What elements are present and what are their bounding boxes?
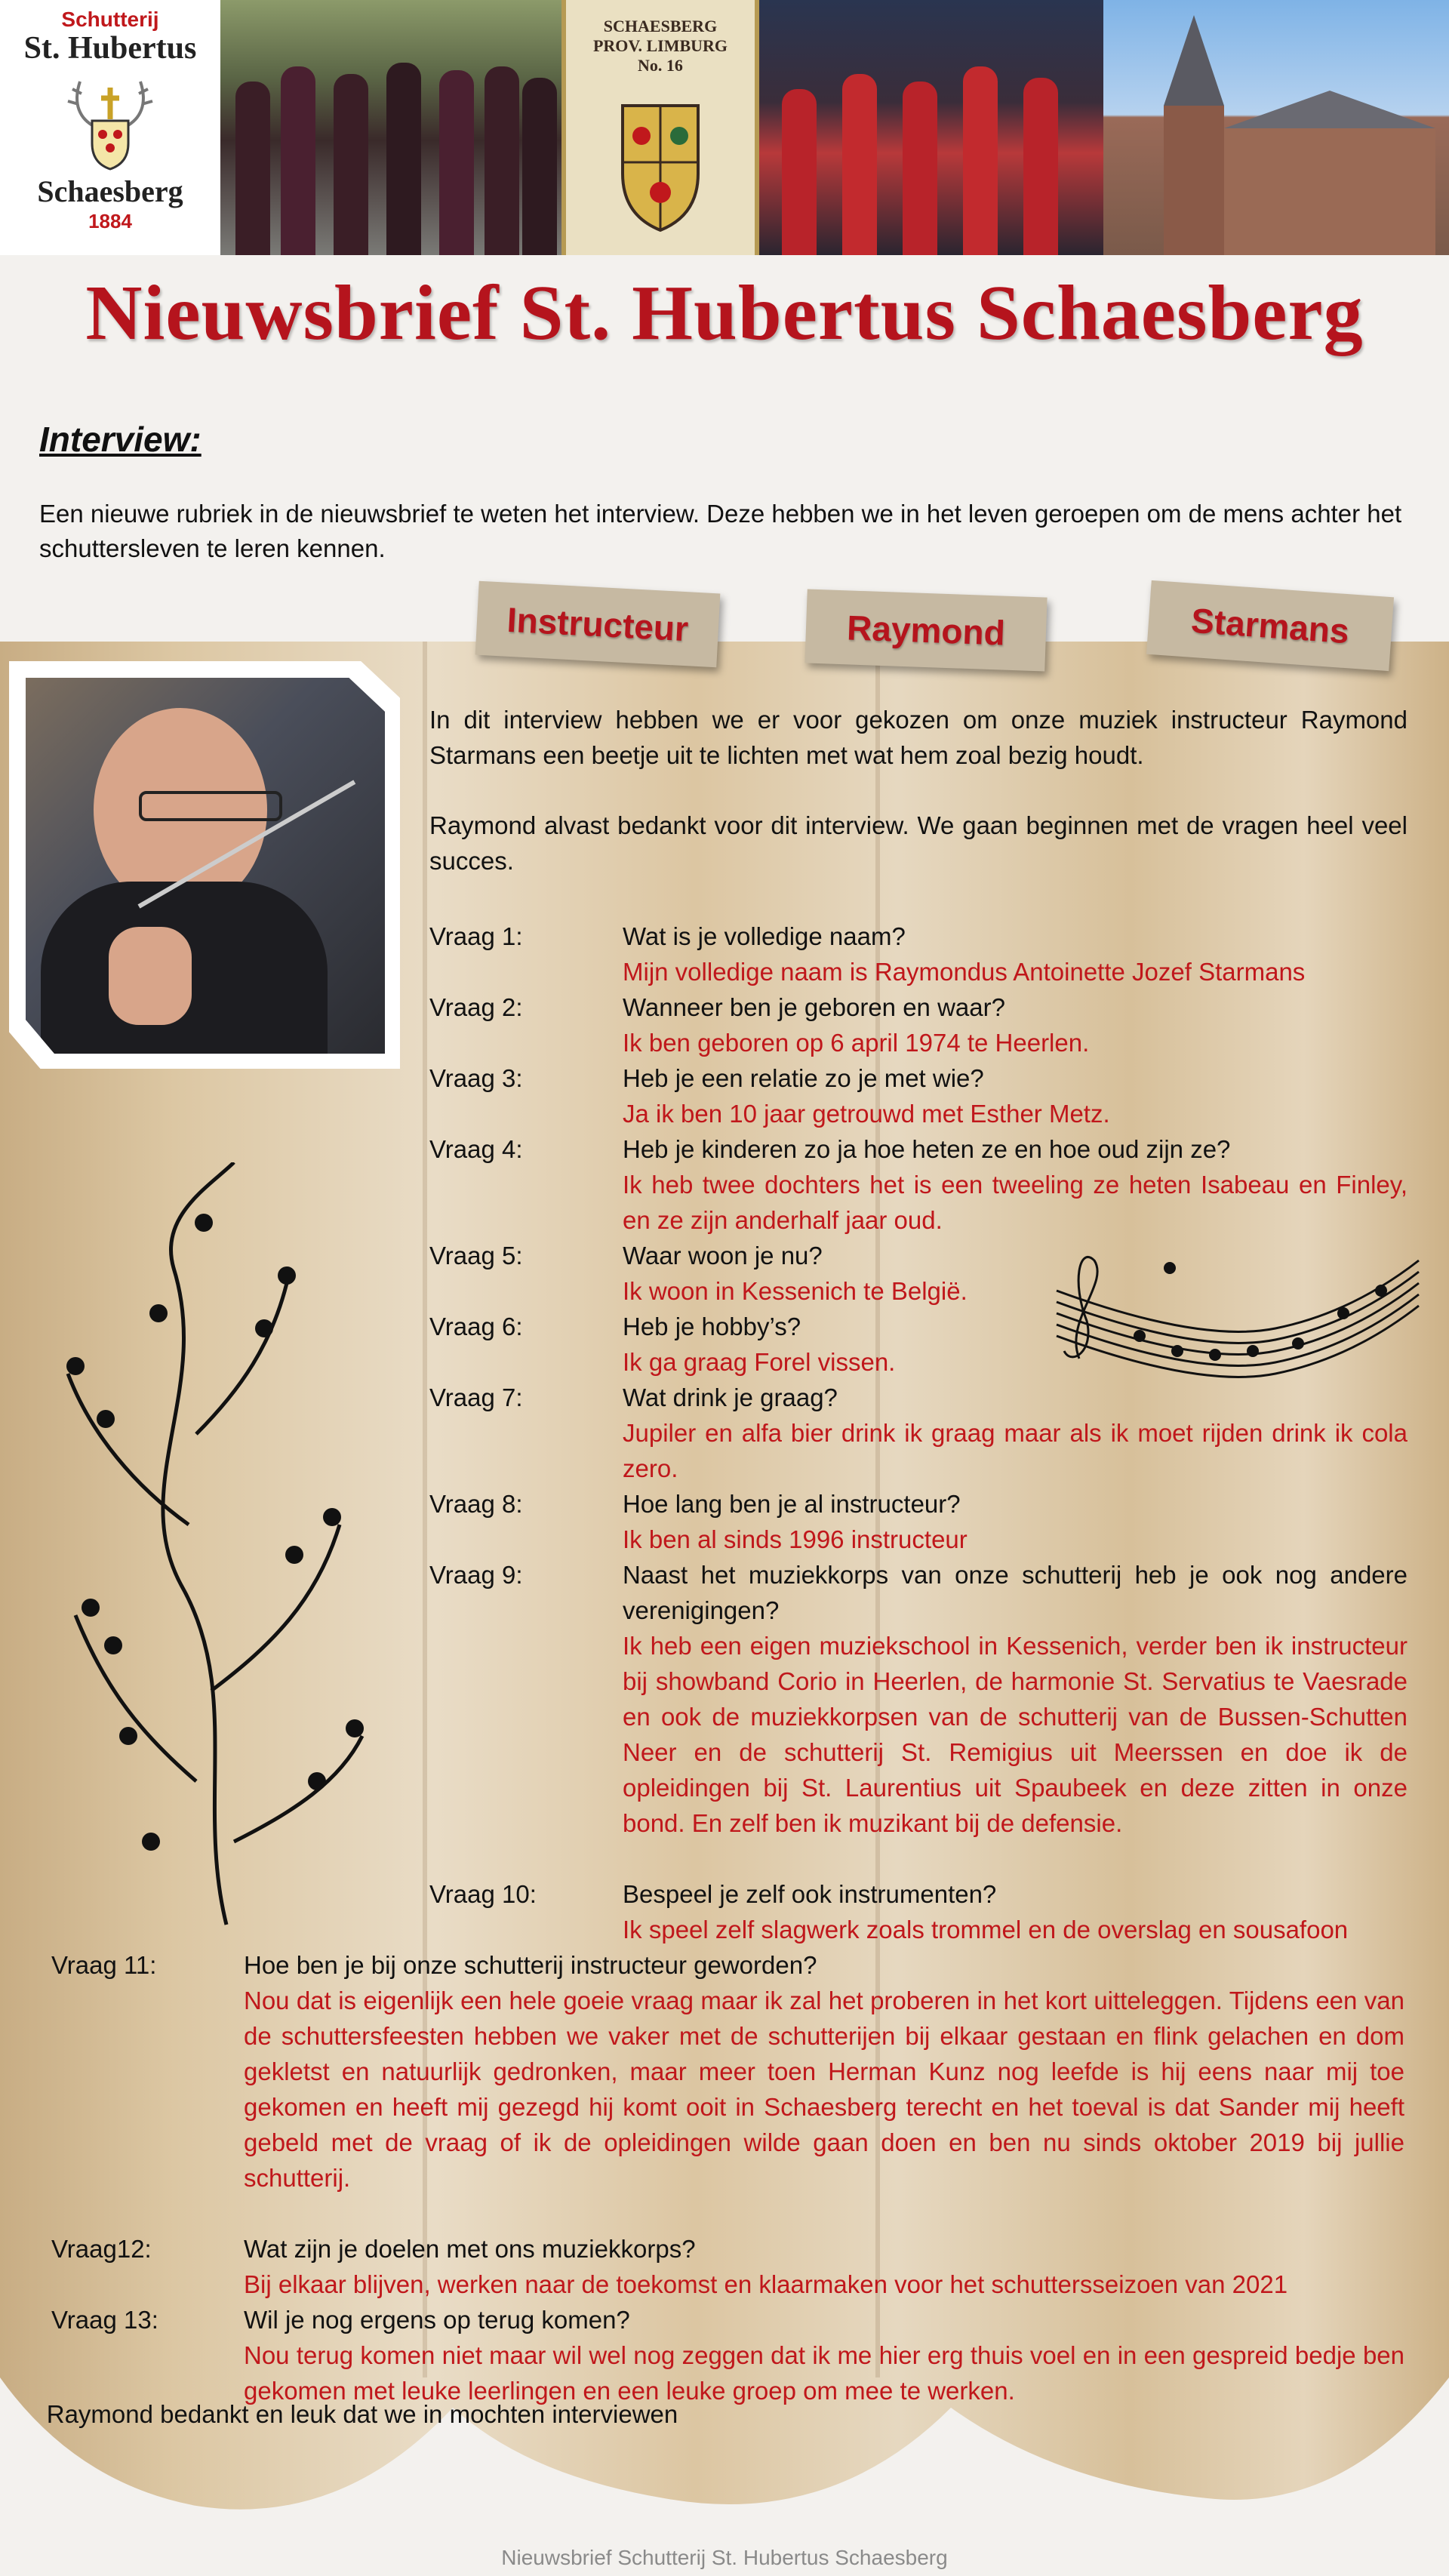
logo-text-top1: Schutterij: [61, 8, 159, 31]
page-footer: Nieuwsbrief Schutterij St. Hubertus Schaesberg: [501, 2546, 948, 2569]
answer-text: Ja ik ben 10 jaar getrouwd met Esther Metz.: [623, 1100, 1110, 1128]
question-text: Wat drink je graag?: [623, 1383, 838, 1411]
newsletter-title: Nieuwsbrief St. Hubertus Schaesberg: [85, 269, 1364, 356]
answer-text: Bij elkaar blijven, werken naar de toekomst en klaarmaken voor het schuttersseizoen van 2021: [244, 2270, 1288, 2298]
closing-line: Raymond bedankt en leuk dat we in mochten interviewen: [46, 2400, 678, 2428]
marching-band-photo: [220, 0, 561, 255]
tag-starmans: Starmans: [1146, 580, 1394, 671]
question-label: Vraag 2:: [429, 993, 523, 1021]
question-text: Waar woon je nu?: [623, 1242, 823, 1270]
intro-text: Een nieuwe rubriek in de nieuwsbrief te weten het interview. Deze hebben we in het leven geroepen om de mens achter het schuttersleven te leren kennen.: [39, 500, 1402, 562]
logo-text-bot2: 1884: [88, 210, 132, 232]
question-label: Vraag 9:: [429, 1561, 523, 1589]
question-text: Naast het muziekkorps van onze schutterij heb je ook nog andere verenigingen?: [623, 1561, 1407, 1624]
question-text: Bespeel je zelf ook instrumenten?: [623, 1880, 997, 1908]
question-text: Wanneer ben je geboren en waar?: [623, 993, 1005, 1021]
question-text: Heb je kinderen zo ja hoe heten ze en hoe oud zijn ze?: [623, 1135, 1231, 1163]
answer-text: Ik ga graag Forel vissen.: [623, 1348, 896, 1376]
header-banner: [0, 0, 1449, 255]
stamp-line3: No. 16: [638, 56, 683, 75]
question-label: Vraag 4:: [429, 1135, 523, 1163]
question-label: Vraag 13:: [51, 2306, 158, 2334]
section-heading: Interview:: [39, 420, 202, 459]
question-text: Hoe ben je bij onze schutterij instructeur geworden?: [244, 1951, 817, 1979]
question-label: Vraag 10:: [429, 1880, 537, 1908]
answer-text: Nou terug komen niet maar wil wel nog zeggen dat ik me hier erg thuis voel en in een gespreid bedje ben gekomen met leuke leerlingen en een leuke groep om mee te werken.: [244, 2341, 1404, 2405]
answer-text: Ik heb een eigen muziekschool in Kessenich, verder ben ik instructeur bij showband Corio in Heerlen, de harmonie St. Servatius te Vaesrade en ook de muziekkorpsen van de schutterij van de Bussen-Schutten Neer en de schutterij St. Remigius uit Meerssen en doe ik de opleidingen bij St. Laurentius uit Spaubeek en deze zitten in onze bond. En zelf ben ik muzikant bij de defensie.: [623, 1632, 1407, 1837]
answer-text: Ik ben al sinds 1996 instructeur: [623, 1525, 968, 1553]
answer-text: Ik heb twee dochters het is een tweeling ze heten Isabeau en Finley, en ze zijn anderhalf jaar oud.: [623, 1171, 1407, 1234]
portrait-photo: [26, 678, 385, 1054]
interview-intro-paragraph: In dit interview hebben we er voor gekozen om onze muziek instructeur Raymond Starmans een beetje uit te lichten met wat hem zoal bezig houdt.: [429, 706, 1407, 769]
answer-text: Ik speel zelf slagwerk zoals trommel en de overslag en sousafoon: [623, 1916, 1349, 1944]
logo-text-top2: St. Hubertus: [23, 31, 197, 66]
answer-text: Nou dat is eigenlijk een hele goeie vraag maar ik zal het proberen in het kort uitteleggen. Tijdens een van de schuttersfeesten hebben we vaker met de schutterijen bij elkaar gestaan en flink gelachen en dom gekletst en natuurlijk gedronken, maar meer toen Herman Kunz nog leefde is hij eens naar mij toe gekomen en heeft mij gezegd hij komt ooit in Schaesberg terecht en het toeval is dat Sander mij heeft gebeld met de vraag of ik de opleidingen wilde gaan doen en ben nu sinds oktober 2019 bij jullie schutterij.: [244, 1987, 1404, 2192]
church-photo: [1103, 0, 1449, 255]
stamp-line2: PROV. LIMBURG: [592, 36, 728, 55]
question-label: Vraag 8:: [429, 1490, 523, 1518]
answer-text: Jupiler en alfa bier drink ik graag maar als ik moet rijden drink ik cola zero.: [623, 1419, 1407, 1482]
question-label: Vraag 11:: [51, 1951, 157, 1979]
tag-raymond: Raymond: [804, 589, 1047, 671]
question-text: Wat zijn je doelen met ons muziekkorps?: [244, 2235, 696, 2263]
question-label: Vraag 5:: [429, 1242, 523, 1270]
club-logo: [0, 0, 220, 255]
answer-text: Ik woon in Kessenich te België.: [623, 1277, 968, 1305]
thanks-paragraph: Raymond alvast bedankt voor dit interview. We gaan beginnen met de vragen heel veel succes.: [429, 811, 1407, 875]
question-label: Vraag 7:: [429, 1383, 523, 1411]
tag-instructeur: Instructeur: [475, 581, 721, 668]
schaesberg-stamp: [561, 0, 759, 255]
question-text: Hoe lang ben je al instructeur?: [623, 1490, 961, 1518]
question-label: Vraag 3:: [429, 1064, 523, 1092]
band-uniforms-photo: [759, 0, 1103, 255]
stamp-line1: SCHAESBERG: [603, 17, 718, 35]
question-text: Wat is je volledige naam?: [623, 922, 906, 950]
antler-crest-icon: [57, 74, 163, 172]
answer-text: Ik ben geboren op 6 april 1974 te Heerlen.: [623, 1029, 1090, 1057]
question-text: Wil je nog ergens op terug komen?: [244, 2306, 630, 2334]
music-tree-illustration: [45, 1162, 377, 1932]
question-text: Heb je hobby’s?: [623, 1313, 801, 1340]
question-label: Vraag 6:: [429, 1313, 523, 1340]
logo-text-bot1: Schaesberg: [37, 174, 183, 208]
question-label: Vraag12:: [51, 2235, 152, 2263]
coat-of-arms-icon: [592, 83, 728, 234]
closing-text: [0, 2400, 1449, 2429]
question-text: Heb je een relatie zo je met wie?: [623, 1064, 984, 1092]
answer-text: Mijn volledige naam is Raymondus Antoinette Jozef Starmans: [623, 958, 1306, 986]
question-label: Vraag 1:: [429, 922, 523, 950]
